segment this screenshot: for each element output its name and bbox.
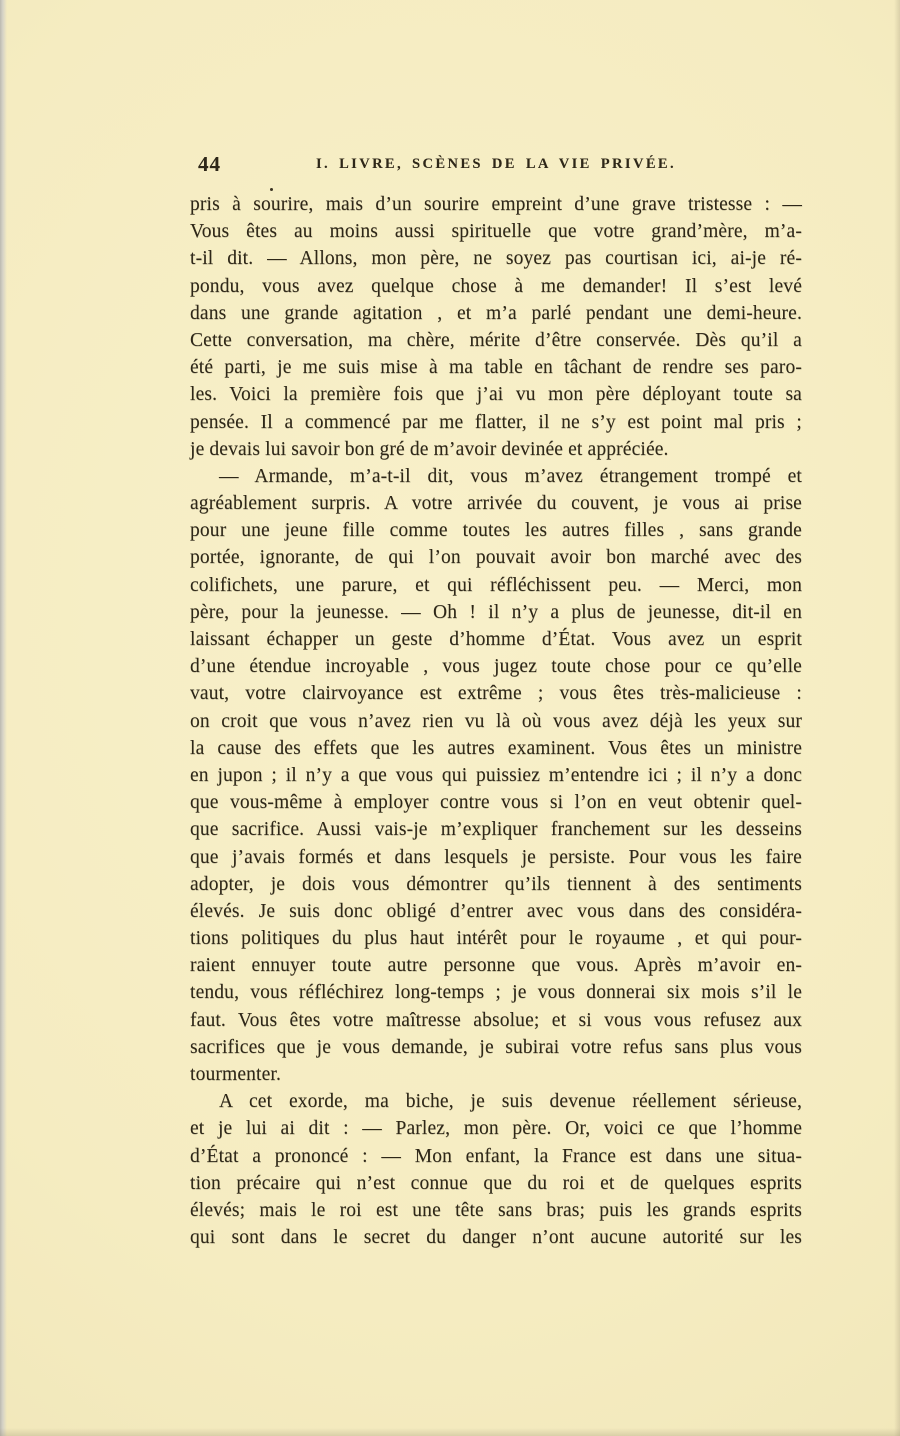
text-line: laissant échapper un geste d’homme d’État. Vous avez un esprit (190, 629, 802, 650)
text-line: la cause des effets que les autres examinent. Vous êtes un ministre (190, 737, 802, 759)
text-line: je devais lui savoir bon gré de m’avoir devinée et appréciée. (190, 438, 669, 460)
text-line: d’État a prononcé : — Mon enfant, la France est dans une situa- (190, 1145, 802, 1167)
text-line: qui sont dans le secret du danger n’ont aucune autorité sur les (190, 1227, 802, 1249)
running-title: I. LIVRE, SCÈNES DE LA VIE PRIVÉE. (315, 156, 676, 172)
page-number: 44 (198, 152, 221, 176)
text-block (190, 152, 802, 1251)
ink-speck (270, 188, 273, 191)
scan-edge-left (0, 0, 7, 1436)
text-line: tions politiques du plus haut intérêt pour le royaume , et qui pour- (190, 928, 802, 950)
text-line: sacrifices que je vous demande, je subirai votre refus sans plus vous (190, 1036, 802, 1058)
text-line: — Armande, m’a-t-il dit, vous m’avez étrangement trompé et (219, 465, 802, 487)
text-line: d’une étendue incroyable , vous jugez toute chose pour ce qu’elle (190, 656, 802, 678)
text-line: A cet exorde, ma biche, je suis devenue réellement sérieuse, (219, 1091, 802, 1113)
text-line: faut. Vous êtes votre maîtresse absolue; et si vous vous refusez aux (190, 1009, 802, 1031)
text-line: vaut, votre clairvoyance est extrême ; vous êtes très-malicieuse : (190, 683, 802, 705)
text-line: pris à sourire, mais d’un sourire empreint d’une grave tristesse : — (190, 194, 802, 215)
text-line: pensée. Il a commencé par me flatter, il ne s’y est point mal pris ; (190, 411, 802, 433)
text-line: colifichets, une parure, et qui réfléchissent peu. — Merci, mon (190, 574, 802, 596)
text-line: pondu, vous avez quelque chose à me demander! Il s’est levé (190, 275, 802, 297)
text-line: élevés. Je suis donc obligé d’entrer avec vous dans des considéra- (190, 900, 802, 922)
text-line: t-il dit. — Allons, mon père, ne soyez pas courtisan ici, ai-je ré- (190, 248, 802, 270)
text-line: père, pour la jeunesse. — Oh ! il n’y a plus de jeunesse, dit-il en (190, 601, 802, 623)
scan-edge-bottom (0, 1428, 900, 1436)
text-line: Cette conversation, ma chère, mérite d’être conservée. Dès qu’il a (190, 329, 802, 351)
text-block-body (190, 191, 802, 1251)
page-header (190, 152, 802, 182)
text-line: en jupon ; il n’y a que vous qui puissiez m’entendre ici ; il n’y a donc (190, 764, 802, 786)
text-line: pour une jeune fille comme toutes les autres filles , sans grande (190, 520, 802, 542)
text-line: portée, ignorante, de qui l’on pouvait avoir bon marché avec des (190, 547, 802, 569)
text-line: tendu, vous réfléchirez long-temps ; je vous donnerai six mois s’il le (190, 982, 802, 1004)
text-line: que sacrifice. Aussi vais-je m’expliquer franchement sur les desseins (190, 819, 802, 841)
text-line: que j’avais formés et dans lesquels je persiste. Pour vous les faire (190, 846, 802, 868)
text-line: les. Voici la première fois que j’ai vu mon père déployant toute sa (190, 384, 802, 406)
text-line: été parti, je me suis mise à ma table en tâchant de rendre ses paro- (190, 357, 802, 379)
text-line: adopter, je dois vous démontrer qu’ils tiennent à des sentiments (190, 873, 802, 895)
text-line: Vous êtes au moins aussi spirituelle que votre grand’mère, m’a- (190, 221, 802, 243)
text-line: et je lui ai dit : — Parlez, mon père. Or, voici ce que l’homme (190, 1118, 802, 1140)
text-line: que vous-même à employer contre vous si l’on en veut obtenir quel- (190, 792, 802, 814)
text-line: tion précaire qui n’est connue que du roi et de quelques esprits (190, 1172, 802, 1194)
text-line: élevés; mais le roi est une tête sans bras; puis les grands esprits (190, 1199, 802, 1221)
text-line: agréablement surpris. A votre arrivée du couvent, je vous ai prise (190, 493, 802, 515)
text-line: raient ennuyer toute autre personne que vous. Après m’avoir en- (190, 955, 802, 977)
text-line: dans une grande agitation , et m’a parlé pendant une demi-heure. (190, 302, 802, 324)
text-line: on croit que vous n’avez rien vu là où vous avez déjà les yeux sur (190, 710, 802, 732)
text-line: tourmenter. (190, 1064, 281, 1085)
scan-edge-right (894, 0, 900, 1436)
